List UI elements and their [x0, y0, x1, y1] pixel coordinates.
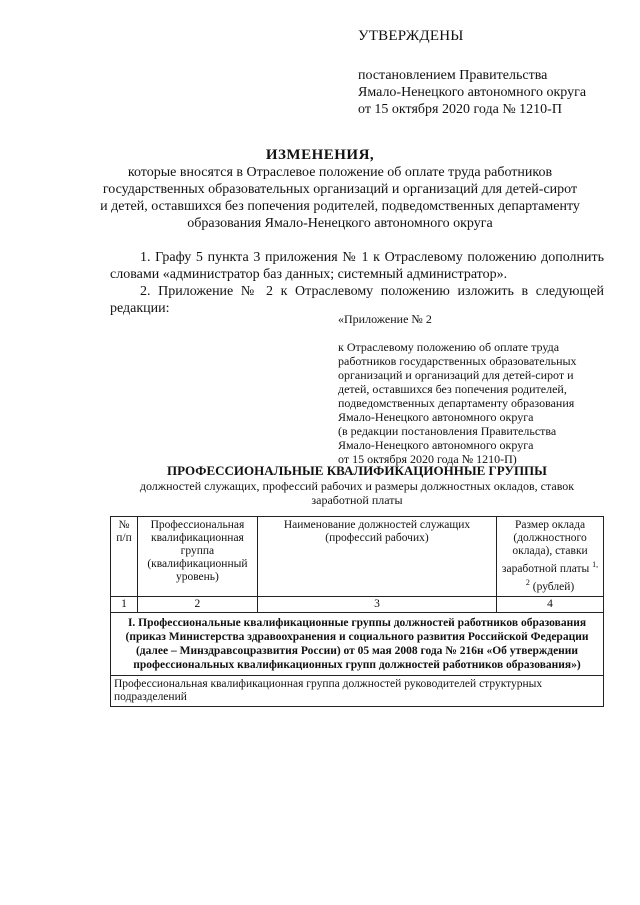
document-subtitle: [80, 164, 600, 232]
item-2-text: 2. Приложение № 2 к Отраслевому положению изложить в следующей редакции:: [110, 284, 604, 316]
appendix-line: Ямало-Ненецкого автономного округа: [338, 438, 534, 452]
table-header-row: [111, 517, 604, 597]
approval-title: УТВЕРЖДЕНЫ: [358, 28, 464, 44]
qualification-table: [110, 516, 604, 707]
appendix-line: работников государственных образовательных: [338, 354, 577, 368]
header-salary: [497, 517, 604, 597]
table-row: [111, 612, 604, 675]
col-number: 4: [497, 596, 604, 612]
subtitle-line: государственных образовательных организаций и организаций для детей-сирот: [102, 182, 578, 197]
section-row: I. Профессиональные квалификационные группы должностей работников образования (приказ Министерства здравоохранения и социального развития Российской Федерации (далее – Минздравсоцразвития России) от 05 мая 2008 года № 216н «Об утверждении профессиональных квалификационных групп должностей работников образования»): [111, 612, 604, 675]
appendix-title: «Приложение № 2: [338, 312, 432, 326]
approval-block: [358, 28, 586, 118]
item-1-text: 1. Графу 5 пункта 3 приложения № 1 к Отраслевому положению дополнить словами «администратор баз данных; системный администратор».: [110, 250, 604, 282]
approval-line: постановлением Правительства: [358, 68, 548, 83]
header-salary-unit: (рублей): [532, 580, 575, 593]
header-group: Профессиональная квалификационная группа (квалификационный уровень): [137, 517, 257, 597]
header-num: № п/п: [111, 517, 138, 597]
approval-line: Ямало-Ненецкого автономного округа: [358, 85, 587, 100]
subtitle-line: которые вносятся в Отраслевое положение об оплате труда работников: [127, 165, 553, 180]
table-row: [111, 596, 604, 612]
col-number: 1: [111, 596, 138, 612]
header-salary-text: Размер оклада (должностного оклада), ставки заработной платы: [501, 519, 590, 575]
col-number: 3: [257, 596, 496, 612]
section-title: ПРОФЕССИОНАЛЬНЫЕ КВАЛИФИКАЦИОННЫЕ ГРУППЫ: [167, 463, 547, 478]
header-name: Наименование должностей служащих (профессий рабочих): [257, 517, 496, 597]
appendix-line: организаций и организаций для детей-сирот и: [338, 368, 574, 382]
approval-line: от 15 октября 2020 года № 1210-П: [358, 102, 562, 117]
document-title: ИЗМЕНЕНИЯ,: [265, 147, 375, 163]
appendix-line: к Отраслевому положению об оплате труда: [338, 340, 560, 354]
appendix-line: подведомственных департаменту образования: [338, 396, 575, 410]
appendix-line: детей, оставшихся без попечения родителей,: [338, 382, 567, 396]
section-subtitle: должностей служащих, профессий рабочих и размеры должностных окладов, ставок заработной платы: [139, 479, 575, 507]
section-heading: [110, 463, 604, 507]
appendix-line: (в редакции постановления Правительства: [338, 424, 557, 438]
header-salary-sup: 1, 2: [525, 560, 599, 587]
col-number: 2: [137, 596, 257, 612]
group-row: Профессиональная квалификационная группа должностей руководителей структурных подразделений: [111, 675, 604, 706]
subtitle-line: образования Ямало-Ненецкого автономного округа: [187, 216, 493, 231]
subtitle-line: и детей, оставшихся без попечения родителей, подведомственных департаменту: [100, 199, 580, 214]
item-1: [110, 249, 604, 283]
appendix-block: [338, 312, 608, 466]
table-row: [111, 675, 604, 706]
appendix-line: от 15 октября 2020 года № 1210-П): [338, 452, 517, 466]
appendix-line: Ямало-Ненецкого автономного округа: [338, 410, 534, 424]
